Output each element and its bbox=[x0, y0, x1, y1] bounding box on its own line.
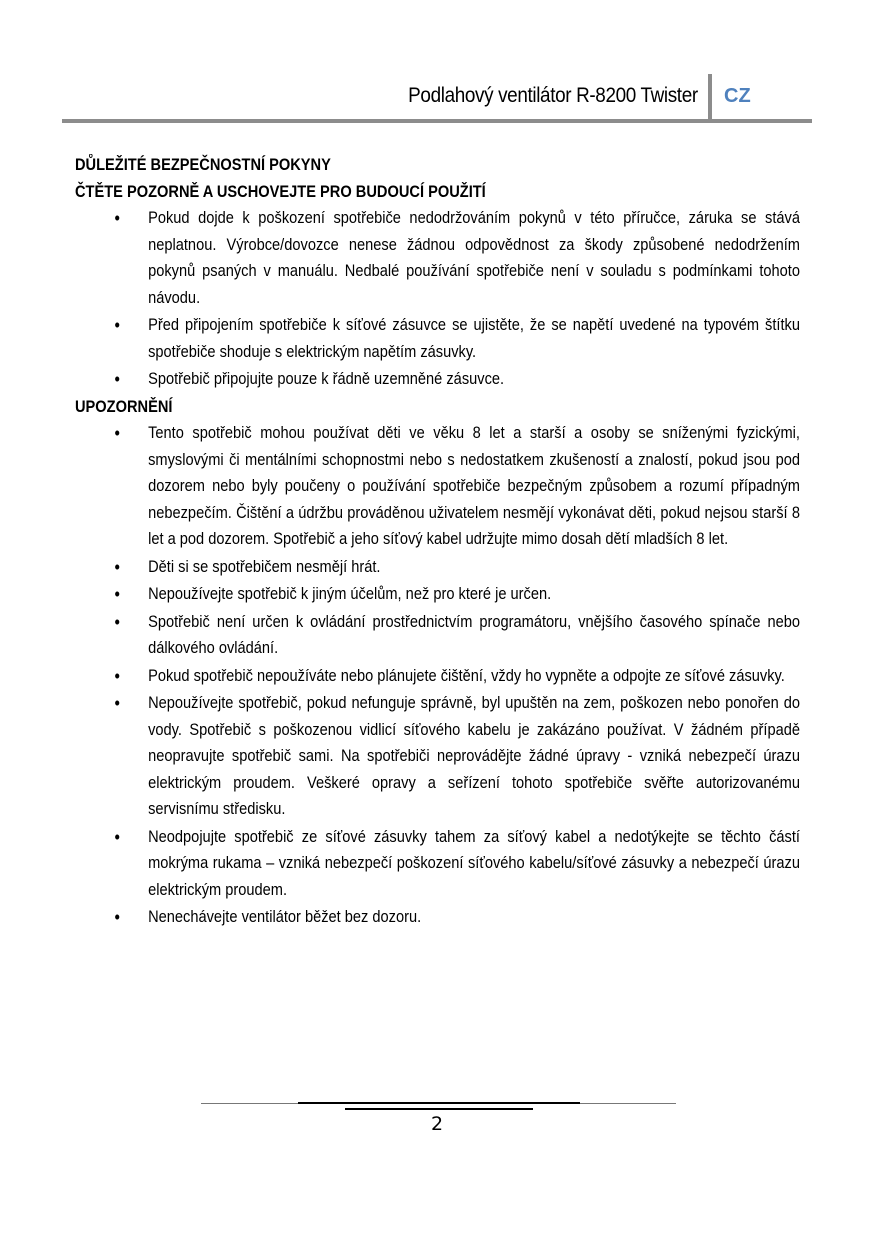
list-item: • Spotřebič není určen k ovládání prostřednictvím programátoru, vnějšího časového spínače nebo dálkového ovládání. bbox=[75, 609, 800, 662]
list-item: • Před připojením spotřebiče k síťové zásuvce se ujistěte, že se napětí uvedené na typovém štítku spotřebiče shoduje s elektrickým napětím zásuvky. bbox=[75, 312, 800, 365]
warning-list bbox=[75, 420, 800, 931]
section-subheading: ČTĚTE POZORNĚ A USCHOVEJTE PRO BUDOUCÍ POUŽITÍ bbox=[75, 181, 486, 201]
list-item: • Pokud dojde k poškození spotřebiče nedodržováním pokynů v této příručce, záruka se stává neplatnou. Výrobce/dovozce nenese žádnou odpovědnost za škody způsobené nedodržením pokynů psaných v manuálu. Nedbalé používání spotřebiče není v souladu s podmínkami tohoto návodu. bbox=[75, 205, 800, 311]
header-rule bbox=[62, 119, 812, 123]
safety-list bbox=[75, 205, 800, 393]
list-item: • Neodpojujte spotřebič ze síťové zásuvky tahem za síťový kabel a nedotýkejte se těchto částí mokrýma rukama – vzniká nebezpečí poškození síťového kabelu/síťové zásuvky a nebezpečí úrazu elektrickým proudem. bbox=[75, 824, 800, 904]
header-language: CZ bbox=[724, 85, 751, 107]
header-separator bbox=[708, 74, 712, 122]
footer-rule bbox=[345, 1108, 533, 1110]
list-item: • Pokud spotřebič nepoužíváte nebo plánujete čištění, vždy ho vypněte a odpojte ze síťové zásuvky. bbox=[75, 663, 800, 690]
list-item: • Nenechávejte ventilátor běžet bez dozoru. bbox=[75, 904, 800, 931]
page-number: 2 bbox=[430, 1113, 444, 1135]
list-item: • Nepoužívejte spotřebič k jiným účelům, než pro které je určen. bbox=[75, 581, 800, 608]
header-title: Podlahový ventilátor R-8200 Twister bbox=[408, 84, 698, 107]
list-item: • Tento spotřebič mohou používat děti ve věku 8 let a starší a osoby se sníženými fyzickými, smyslovými či mentálními schopnostmi nebo s nedostatkem zkušeností a znalostí, pokud jsou pod dozorem nebo byly poučeny o používání spotřebiče bezpečným způsobem a rozumí případným nebezpečím. Čištění a údržbu prováděnou uživatelem nesmějí vykonávat děti, pokud nejsou starší 8 let a pod dozorem. Spotřebič a jeho síťový kabel udržujte mimo dosah dětí mladších 8 let. bbox=[75, 420, 800, 553]
list-item: • Nepoužívejte spotřebič, pokud nefunguje správně, byl upuštěn na zem, poškozen nebo ponořen do vody. Spotřebič s poškozenou vidlicí síťového kabelu je zakázáno používat. V žádném případě neopravujte spotřebič sami. Na spotřebiči neprovádějte žádné úpravy - vzniká nebezpečí úrazu elektrickým proudem. Veškeré opravy a seřízení tohoto spotřebiče svěřte autorizovanému servisnímu středisku. bbox=[75, 690, 800, 823]
section-heading: DŮLEŽITÉ BEZPEČNOSTNÍ POKYNY bbox=[75, 155, 331, 174]
section-heading: UPOZORNĚNÍ bbox=[75, 396, 173, 416]
footer-rule bbox=[298, 1102, 580, 1104]
list-item: • Spotřebič připojujte pouze k řádně uzemněné zásuvce. bbox=[75, 366, 800, 393]
content bbox=[75, 152, 800, 932]
list-item: • Děti si se spotřebičem nesmějí hrát. bbox=[75, 554, 800, 581]
